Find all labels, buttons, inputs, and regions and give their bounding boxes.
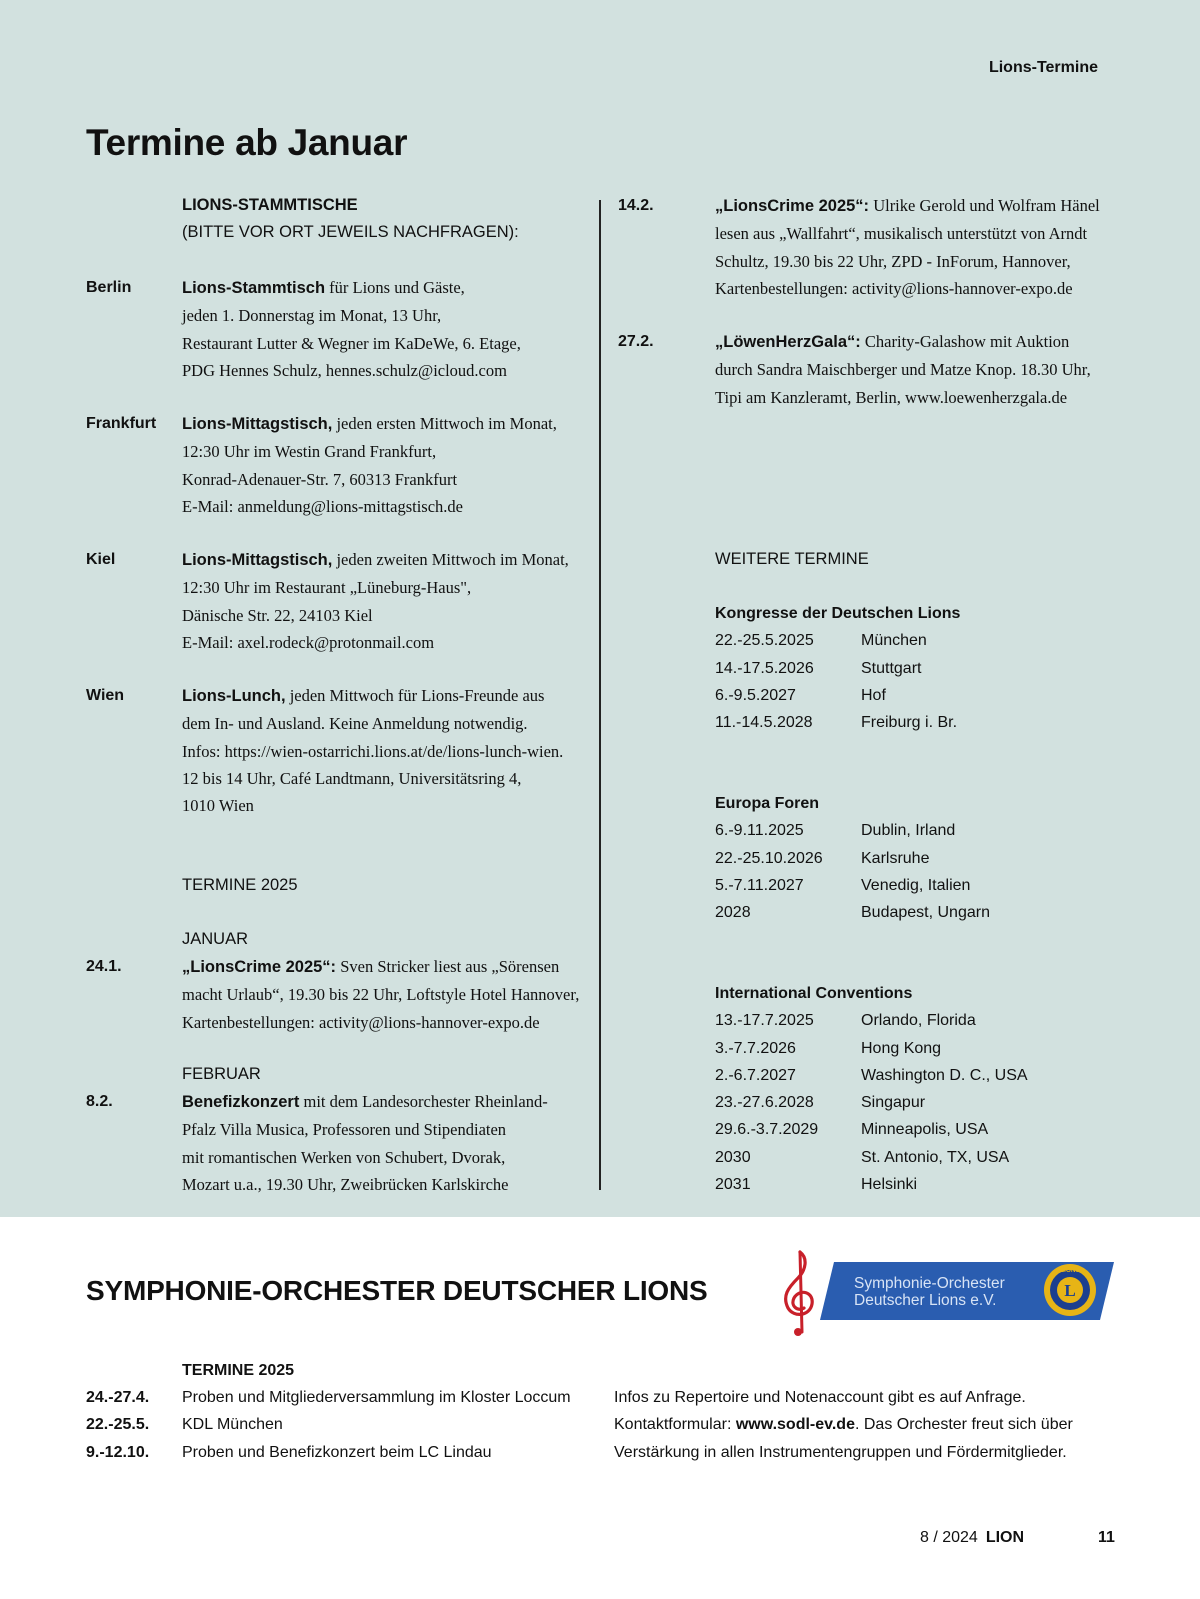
row-date: 6.-9.5.2027 <box>715 686 796 704</box>
event-line: mit dem Landesorchester Rheinland- <box>299 1092 548 1111</box>
table-row <box>715 1089 1135 1116</box>
info-line-2-suffix: . Das Orchester freut sich über <box>854 1416 1073 1434</box>
row-place: Helsinki <box>861 1176 918 1194</box>
table-row <box>715 1062 1135 1089</box>
row-place: Washington D. C., USA <box>861 1066 1028 1084</box>
termine-2025-heading: TERMINE 2025 <box>182 876 298 894</box>
info-line-3: Verstärkung in allen Instrumentengruppen und Fördermitglieder. <box>614 1443 1067 1461</box>
logo-graphic <box>778 1248 1116 1338</box>
entry-line: Restaurant Lutter & Wegner im KaDeWe, 6. Etage, <box>182 333 521 353</box>
entry-line: 12 bis 14 Uhr, Café Landtmann, Universitätsring 4, <box>182 768 522 788</box>
table-row <box>86 1439 586 1466</box>
event-line: lesen aus „Wallfahrt“, musikalisch unterstützt von Arndt <box>715 224 1088 244</box>
kongresse-table <box>715 600 1115 736</box>
event-line: Pfalz Villa Musica, Professoren und Stipendiaten <box>182 1120 507 1140</box>
event-line: macht Urlaub“, 19.30 bis 22 Uhr, Loftstyle Hotel Hannover, <box>182 985 580 1005</box>
event-line: Sven Stricker liest aus „Sörensen <box>336 957 560 976</box>
row-date: 9.-12.10. <box>86 1443 150 1461</box>
row-date: 6.-9.11.2025 <box>715 822 804 840</box>
event-benefizkonzert <box>182 1088 592 1198</box>
table-row <box>715 817 1115 844</box>
row-date: 22.-25.5. <box>86 1416 150 1434</box>
event-line: Ulrike Gerold und Wolfram Hänel <box>869 196 1100 215</box>
row-text: Proben und Benefizkonzert beim LC Lindau <box>182 1443 492 1461</box>
row-place: Freiburg i. Br. <box>861 714 958 732</box>
weitere-termine-heading: WEITERE TERMINE <box>715 550 869 568</box>
emblem-badge-text: LIONS <box>1060 1267 1080 1274</box>
event-line: durch Sandra Maischberger und Matze Knop. 18.30 Uhr, <box>715 360 1091 380</box>
event-name: „LöwenHerzGala“: <box>715 333 861 351</box>
table-row <box>715 1116 1135 1143</box>
entry-line: jeden zweiten Mittwoch im Monat, <box>332 550 569 569</box>
entry-line: jeden ersten Mittwoch im Monat, <box>332 414 557 433</box>
row-date: 24.-27.4. <box>86 1389 150 1406</box>
row-date: 22.-25.5.2025 <box>715 632 814 650</box>
city-label-wien: Wien <box>86 687 125 704</box>
entry-name: Lions-Mittagstisch, <box>182 551 333 569</box>
table-row <box>715 872 1115 899</box>
table-row <box>715 845 1115 872</box>
kongresse-title: Kongresse der Deutschen Lions <box>715 605 961 622</box>
europa-foren-title: Europa Foren <box>715 795 820 812</box>
row-place: St. Antonio, TX, USA <box>861 1148 1010 1166</box>
event-loewenherzgala <box>715 328 1115 411</box>
entry-line: jeden 1. Donnerstag im Monat, 13 Uhr, <box>182 306 442 326</box>
table-row <box>86 1384 586 1411</box>
row-place: Hong Kong <box>861 1039 942 1057</box>
city-label-kiel: Kiel <box>86 551 116 568</box>
symphonie-section-title: SYMPHONIE-ORCHESTER DEUTSCHER LIONS <box>86 1275 708 1306</box>
info-line-2 <box>614 1411 1134 1438</box>
row-place: München <box>861 632 927 650</box>
event-name: Benefizkonzert <box>182 1093 300 1111</box>
event-date-27-2: 27.2. <box>618 333 654 350</box>
row-date: 22.-25.10.2026 <box>715 849 823 867</box>
entry-frankfurt <box>182 410 592 520</box>
table-row <box>715 682 1115 709</box>
event-line: Tipi am Kanzleramt, Berlin, www.loewenherzgala.de <box>715 387 1068 407</box>
entry-line: dem In- und Ausland. Keine Anmeldung notwendig. <box>182 714 528 734</box>
table-row <box>715 1171 1135 1198</box>
event-line: Charity-Galashow mit Auktion <box>860 332 1070 351</box>
symphonie-termine-list <box>86 1384 586 1466</box>
row-date: 23.-27.6.2028 <box>715 1094 814 1112</box>
entry-name: Lions-Stammtisch <box>182 279 326 297</box>
info-line-1: Infos zu Repertoire und Notenaccount gibt es auf Anfrage. <box>614 1389 1026 1406</box>
entry-line: für Lions und Gäste, <box>325 278 465 297</box>
event-line: mit romantischen Werken von Schubert, Dvorak, <box>182 1147 506 1167</box>
sodl-website-link[interactable]: www.sodl-ev.de <box>735 1416 855 1434</box>
table-row <box>715 1035 1135 1062</box>
table-row <box>715 1144 1135 1171</box>
entry-line: E-Mail: anmeldung@lions-mittagstisch.de <box>182 496 463 516</box>
column-divider <box>599 200 601 1190</box>
city-label-berlin: Berlin <box>86 279 132 296</box>
event-lionscrime-feb <box>715 192 1115 302</box>
row-place: Singapur <box>861 1094 926 1112</box>
event-line: Kartenbestellungen: activity@lions-hannover-expo.de <box>182 1012 540 1032</box>
row-date: 2.-6.7.2027 <box>715 1066 796 1084</box>
entry-line: Infos: https://wien-ostarrichi.lions.at/de/lions-lunch-wien. <box>182 741 564 761</box>
event-line: Kartenbestellungen: activity@lions-hannover-expo.de <box>715 278 1073 298</box>
page-title: Termine ab Januar <box>86 122 408 163</box>
stammtische-heading-line-1: LIONS-STAMMTISCHE <box>182 196 358 214</box>
row-place: Dublin, Irland <box>861 822 956 840</box>
magazine-name: LION <box>985 1529 1025 1546</box>
emblem-letter: L <box>1064 1281 1076 1300</box>
februar-heading: FEBRUAR <box>182 1065 261 1083</box>
row-date: 2028 <box>715 904 751 922</box>
entry-kiel <box>182 546 592 656</box>
table-row <box>86 1411 586 1438</box>
entry-line: 12:30 Uhr im Westin Grand Frankfurt, <box>182 442 437 462</box>
row-place: Minneapolis, USA <box>861 1121 989 1139</box>
stammtische-heading <box>182 192 519 247</box>
europa-foren-table <box>715 790 1115 926</box>
row-place: Budapest, Ungarn <box>861 904 990 922</box>
logo-text-line-1: Symphonie-Orchester <box>854 1275 1005 1292</box>
row-place: Stuttgart <box>861 659 922 677</box>
international-conventions-title: International Conventions <box>715 985 913 1002</box>
entry-line: E-Mail: axel.rodeck@protonmail.com <box>182 632 435 652</box>
city-label-frankfurt: Frankfurt <box>86 415 157 432</box>
event-line: Schultz, 19.30 bis 22 Uhr, ZPD - InForum, Hannover, <box>715 251 1071 271</box>
symphonie-orchester-logo <box>778 1248 1116 1338</box>
row-date: 13.-17.7.2025 <box>715 1012 814 1030</box>
event-line: Mozart u.a., 19.30 Uhr, Zweibrücken Karlskirche <box>182 1174 509 1194</box>
row-place: Hof <box>861 686 886 704</box>
section-header-label: Lions-Termine <box>988 59 1098 76</box>
row-date: 14.-17.5.2026 <box>715 659 814 677</box>
januar-heading: JANUAR <box>182 930 249 948</box>
event-date-14-2: 14.2. <box>618 197 654 214</box>
international-conventions-table <box>715 980 1135 1198</box>
lions-emblem-icon <box>1044 1264 1096 1316</box>
row-date: 3.-7.7.2026 <box>715 1039 796 1057</box>
row-date: 2030 <box>715 1148 751 1166</box>
row-date: 29.6.-3.7.2029 <box>715 1121 819 1139</box>
symphonie-info <box>614 1384 1134 1466</box>
table-row <box>715 709 1115 736</box>
event-lionscrime-jan <box>182 953 592 1036</box>
event-name: „LionsCrime 2025“: <box>182 958 337 976</box>
row-date: 5.-7.11.2027 <box>715 876 804 894</box>
entry-line: Dänische Str. 22, 24103 Kiel <box>182 605 373 625</box>
issue-number: 8 / 2024 <box>920 1529 978 1546</box>
entry-name: Lions-Lunch, <box>182 687 286 705</box>
page-number: 11 <box>1098 1529 1115 1546</box>
footer-issue <box>920 1529 1024 1547</box>
stammtische-heading-line-2: (BITTE VOR ORT JEWEILS NACHFRAGEN): <box>182 223 519 242</box>
treble-clef-icon <box>786 1252 813 1336</box>
event-name: „LionsCrime 2025“: <box>715 197 870 215</box>
entry-line: 12:30 Uhr im Restaurant „Lüneburg-Haus", <box>182 578 472 598</box>
row-text: Proben und Mitgliederversammlung im Kloster Loccum <box>182 1389 571 1406</box>
entry-line: PDG Hennes Schulz, hennes.schulz@icloud.com <box>182 360 507 380</box>
row-date: 11.-14.5.2028 <box>715 714 813 732</box>
entry-wien <box>182 682 592 819</box>
event-date-8-2: 8.2. <box>86 1093 113 1110</box>
entry-line: 1010 Wien <box>182 796 254 816</box>
symphonie-termine-heading: TERMINE 2025 <box>182 1362 295 1379</box>
table-row <box>715 627 1115 654</box>
info-line-2-prefix: Kontaktformular: <box>614 1416 736 1434</box>
table-row <box>715 655 1115 682</box>
row-place: Venedig, Italien <box>861 876 971 894</box>
row-text: KDL München <box>182 1416 283 1434</box>
entry-line: Konrad-Adenauer-Str. 7, 60313 Frankfurt <box>182 469 458 489</box>
entry-name: Lions-Mittagstisch, <box>182 415 333 433</box>
entry-berlin <box>182 274 592 384</box>
table-row <box>715 899 1115 926</box>
table-row <box>715 1007 1135 1034</box>
event-date-24-1: 24.1. <box>86 958 122 975</box>
row-place: Orlando, Florida <box>861 1012 976 1030</box>
row-date: 2031 <box>715 1176 751 1194</box>
row-place: Karlsruhe <box>861 849 930 867</box>
logo-text-line-2: Deutscher Lions e.V. <box>854 1292 997 1309</box>
entry-line: jeden Mittwoch für Lions-Freunde aus <box>285 686 545 705</box>
